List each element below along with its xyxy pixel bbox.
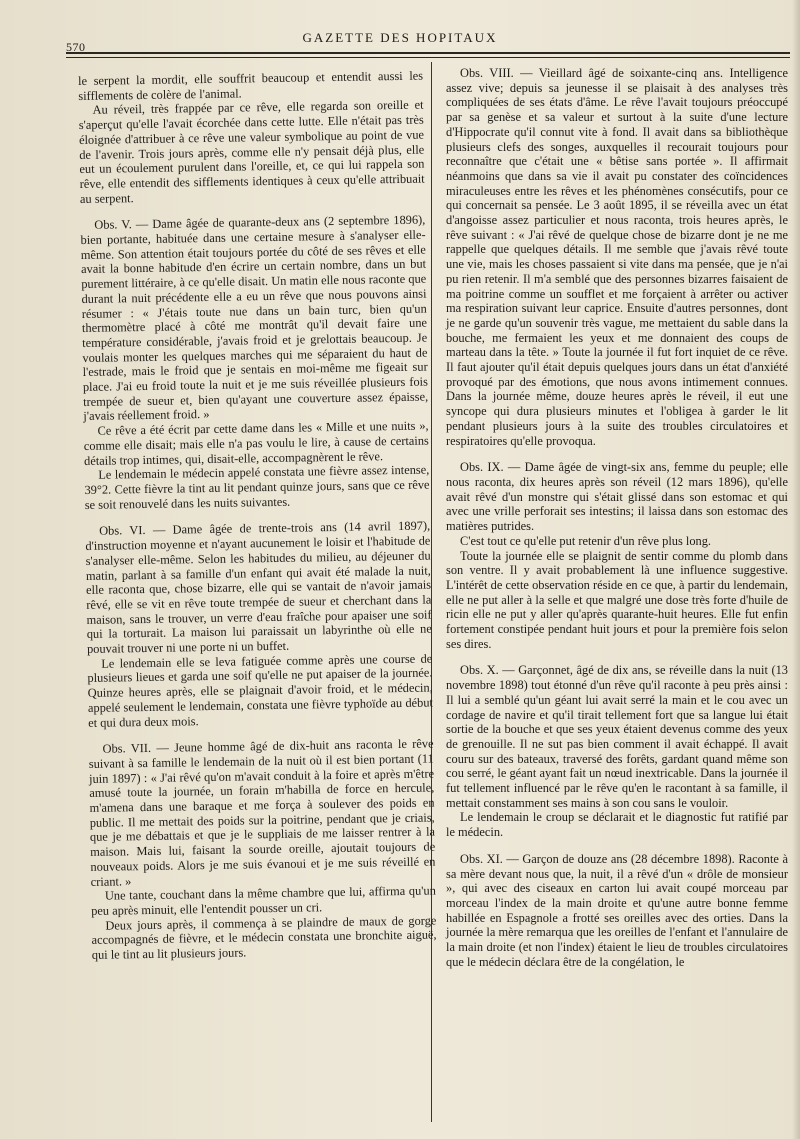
right-column [446, 66, 788, 969]
paragraph: Deux jours après, il commença à se plaindre de maux de gorge accompagnés de fièvre, et le médecin constata une bronchite aiguë, qui le tint au lit plusieurs jours. [91, 913, 437, 962]
header-rule-thin [66, 57, 790, 58]
observation-vi: Obs. VI. — Dame âgée de trente-trois ans (14 avril 1897), d'instruction moyenne et n'ayant aucunement le loisir et l'habitude de s'analyser elle-même. Selon les habitudes du milieu, au déjeuner du matin, parlant à sa famille d'un enfant qui avait été malade la nuit, elle raconta que, chose bizarre, elle qui se vantait de n'avoir jamais rêvé, elle se vit en rêve toute trempée de sueur et cherchant dans la maison, sans le trouver, un verre d'eau fraîche pour apaiser une soif qui la torturait. La maison lui paraissait un labyrinthe où elle ne pouvait trouver ni une porte ni un buffet. [85, 518, 432, 656]
paragraph: Au réveil, très frappée par ce rêve, elle regarda son oreille et s'aperçut qu'elle l'avait écorchée dans cette lutte. Elle n'était pas très éloignée d'attribuer à ce rêve une valeur symbolique au point de vue de l'avenir. Trois jours après, comme elle n'y pensait déjà plus, elle eut un écoulement purulent dans l'oreille, et, ce qui lui rappela son rêve, elle entendit des sifflements identiques à ceux qu'elle attribuait au serpent. [78, 97, 425, 206]
page-edge-shadow [792, 0, 800, 1139]
running-head-title: GAZETTE DES HOPITAUX [302, 30, 498, 45]
observation-ix: Obs. IX. — Dame âgée de vingt-six ans, femme du peuple; elle nous raconta, dix heures après son réveil (12 mars 1896), qu'elle avait rêvé d'un monstre qui s'était glissé dans son estomac et qui avec une vrille perforait ses intestins; il laissa dans son estomac des matières putrides. [446, 460, 788, 534]
paragraph: Le lendemain le croup se déclarait et le diagnostic fut ratifié par le médecin. [446, 810, 788, 840]
paragraph: C'est tout ce qu'elle put retenir d'un rêve plus long. [460, 533, 712, 548]
paragraph: Le lendemain le médecin appelé constata une fièvre assez intense, 39°2. Cette fièvre la tint au lit pendant quinze jours, sans que ce rêve se soit renouvelé dans les nuits suivantes. [84, 462, 430, 512]
observation-xi: Obs. XI. — Garçon de douze ans (28 décembre 1898). Raconte à sa mère devant nous que, la nuit, il a rêvé d'un « drôle de monsieur », qui avec des ciseaux en carton lui avait coupé morceau par morceau l'index de la main droite et qu'une autre bonne femme habillée en Espagnole a frotté ses oreilles avec des orties. Dans la journée la mère remarqua que les oreilles de l'enfant et l'annulaire de la main droite (et non l'index) étaient le lieu de troubles circulatoires que le médecin déclara être de la congélation, le [446, 851, 788, 969]
paragraph: Ce rêve a été écrit par cette dame dans les « Mille et une nuits », comme elle disait; mais elle n'a pas voulu le lire, à cause de certains détails trop intimes, qui, disait-elle, accompagnèrent le rêve. [83, 418, 429, 468]
observation-vii: Obs. VII. — Jeune homme âgé de dix-huit ans raconta le rêve suivant à sa famille le lendemain de la nuit où il est bien portant (11 juin 1897) : « J'ai rêvé qu'on m'avait conduit à la foire et après m'être amusé toute la journée, un forain m'habilla de force en hercule, m'amena dans une baraque et me força à soulever des poids en public. Il me mettait des poids sur la poitrine, pendant que je criais, que je me débattais et que je le suppliais de me laisser rentrer à la maison. Mais lui, faisant la sourde oreille, ajoutait toujours de nouveaux poids. Alors je me suis évanoui et je me suis réveillé en criant. » [88, 736, 436, 889]
paragraph: Toute la journée elle se plaignit de sentir comme du plomb dans son ventre. Il y avait probablement là une influence suggestive. L'intérêt de cette observation réside en ce que, à partir du lendemain, elle ne put aller à la selle et que malgré une dose très forte d'huile de ricin elle ne put y aller qu'après quarante-huit heures. Elle fut enfin fortement constipée pendant huit jours et pour la première fois selon ses dires. [446, 548, 788, 651]
page-number: 570 [66, 40, 86, 54]
paragraph: Le lendemain elle se leva fatiguée comme après une course de plusieurs lieues et garda une soif qu'elle ne put apaiser de la journée. Quinze heures après, elle se plaignait d'avoir froid, et le médecin, appelé seulement le lendemain, constata une fièvre typhoïde au début et qui dura deux mois. [87, 651, 434, 730]
observation-x: Obs. X. — Garçonnet, âgé de dix ans, se réveille dans la nuit (13 novembre 1898) tout étonné d'un rêve qu'il raconte à peu près ainsi : Il lui a semblé qu'un géant lui avait serré la main et le cou avec un cordage de navire et qu'il tirait tellement fort que sa langue lui était sortie de la bouche et que ses yeux étaient devenus comme des yeux de grenouille. Il ne sut pas bien comment il avait échappé. Il avait couru sur des bateaux, traversé des forêts, gardant quand même son cou serré, le géant ayant fait un nœud inextricable. Dans la journée il fut tellement influencé par le rêve qu'en le racontant à sa famille, il mettait constamment ses mains à son cou sans le vouloir. [446, 663, 788, 810]
observation-v: Obs. V. — Dame âgée de quarante-deux ans (2 septembre 1896), bien portante, habituée dans une certaine mesure à s'analyser elle-même. Son attention était toujours portée du côté de ses rêves et elle avait la bonne habitude d'en écrire un certain nombre, dans un but purement littéraire, à ce qu'elle disait. Un matin elle nous raconte que durant la nuit précédente elle a eu un rêve que nous pouvons ainsi résumer : « J'étais toute nue dans un bain turc, bien qu'un thermomètre placé à côté me montrât qu'il devait faire une température considérable, j'avais froid et je grelottais beaucoup. Je voulais monter les quelques marches qui me séparaient du haut de l'estrade, mais le froid que je sentais en moi-même me figeait sur place. J'ai eu froid toute la nuit et je me suis réveillée plusieurs fois trempée de sueur et, bien qu'ayant une couverture assez épaisse, j'avais réellement froid. » [80, 212, 429, 424]
header-rule-thick [66, 52, 790, 54]
left-column [78, 69, 437, 963]
paragraph: le serpent la mordit, elle souffrit beaucoup et entendit aussi les sifflements de colère de l'animal. [78, 68, 424, 103]
paragraph: Une tante, couchant dans la même chambre que lui, affirma qu'un peu après minuit, elle l'entendit pousser un cri. [91, 883, 436, 918]
observation-viii: Obs. VIII. — Vieillard âgé de soixante-cinq ans. Intelligence assez vive; depuis sa jeunesse il se plaisait à des analyses très compliquées de ses états d'âme. Le rêve l'avait toujours préoccupé par sa genèse et sa valeur et surtout à la suite d'une lecture d'Hippocrate qu'il connut vite à fond. Il avait dans sa bibliothèque plusieurs clefs des songes, auxquelles il recourait toujours pour reconnaître que c'était une « bêtise sans portée ». Il affirmait néanmoins que dans sa vie il avait pu constater des coïncidences miraculeuses entre les rêves et les phénomènes consécutifs, pour ce qui concernait sa pensée. Le 3 août 1895, il se réveilla avec un état d'angoisse assez particulier et nous raconta, trois heures après, le rêve suivant : « J'ai rêvé de quelque chose de bizarre dont je ne me rappelle que quelques détails. Il me semble que j'avais rêvé toute une vie, mais les choses passaient si vite dans ma pensée, que je n'ai pu rien retenir. Il m'a semblé que des personnes bizarres faisaient de ma poitrine comme un soufflet et me forçaient à arrêter ou activer ma respiration suivant leur caprice. Ensuite d'autres personnes, dont je ne garde qu'un souvenir très vague, me mettaient du sable dans la bouche, me fermaient les yeux et me donnaient des coups de marteau dans la tête. » Toute la journée il fut fort inquiet de ce rêve. Il faut ajouter qu'il était depuis quelques jours dans un état d'anxiété provoqué par des émotions, que nous avons intimement connues. Dans la journée même, douze heures après le réveil, il eut une syncope qui dura plusieurs minutes et l'obligea à garder le lit pendant plusieurs jours à la suite des troubles circulatoires et respiratoires qu'elle provoqua. [446, 66, 788, 448]
